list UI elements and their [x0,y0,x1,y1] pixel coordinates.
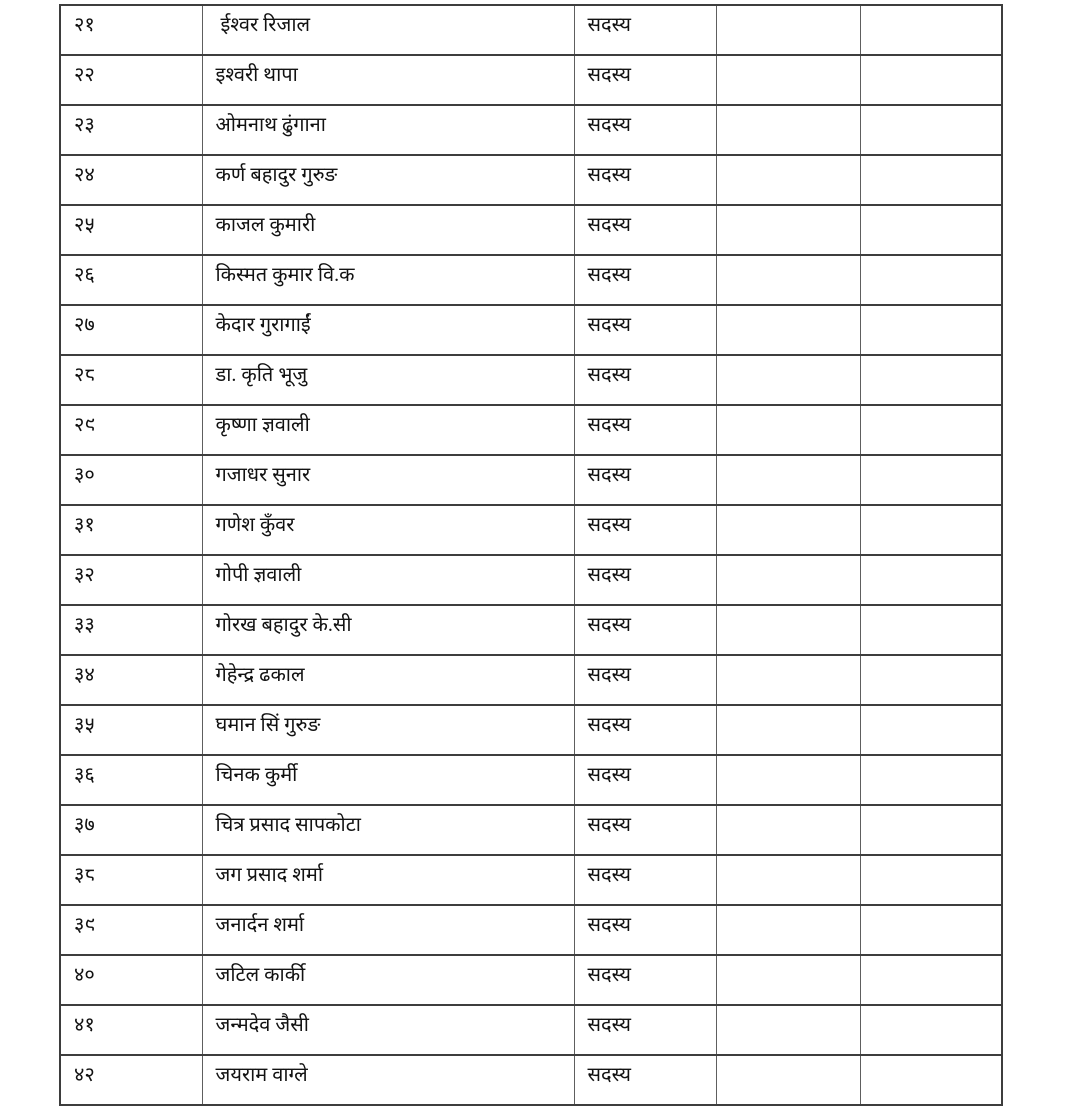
position-cell: सदस्य [574,1055,716,1105]
blank-cell-2 [860,205,1002,255]
table-row [60,205,1002,255]
position-cell: सदस्य [574,305,716,355]
member-name-cell: गोपी ज्ञवाली [202,555,574,605]
member-name-cell: चिनक कुर्मी [202,755,574,805]
blank-cell-2 [860,5,1002,55]
position-cell: सदस्य [574,655,716,705]
table-row [60,455,1002,505]
blank-cell-2 [860,905,1002,955]
member-name-cell: गजाधर सुनार [202,455,574,505]
members-table [59,4,1003,1106]
serial-number-cell: २६ [60,255,202,305]
member-name-cell: केदार गुरागाईं [202,305,574,355]
serial-number-cell: ३७ [60,805,202,855]
serial-number-cell: ३८ [60,855,202,905]
blank-cell-1 [716,405,860,455]
member-name-cell: गोरख बहादुर के.सी [202,605,574,655]
position-cell: सदस्य [574,1005,716,1055]
table-row [60,755,1002,805]
serial-number-cell: २२ [60,55,202,105]
serial-number-cell: ४२ [60,1055,202,1105]
position-cell: सदस्य [574,905,716,955]
position-cell: सदस्य [574,105,716,155]
position-cell: सदस्य [574,355,716,405]
serial-number-cell: २४ [60,155,202,205]
serial-number-cell: ३२ [60,555,202,605]
position-cell: सदस्य [574,155,716,205]
blank-cell-2 [860,355,1002,405]
table-row [60,255,1002,305]
serial-number-cell: २७ [60,305,202,355]
blank-cell-1 [716,5,860,55]
member-name-cell: जयराम वाग्ले [202,1055,574,1105]
serial-number-cell: ३३ [60,605,202,655]
member-name-cell: किस्मत कुमार वि.क [202,255,574,305]
blank-cell-1 [716,255,860,305]
member-name-cell: गेहेन्द्र ढकाल [202,655,574,705]
blank-cell-1 [716,455,860,505]
table-row [60,805,1002,855]
position-cell: सदस्य [574,955,716,1005]
member-name-cell: गणेश कुँवर [202,505,574,555]
table-row [60,705,1002,755]
table-row [60,655,1002,705]
member-name-cell: घमान सिं गुरुङ [202,705,574,755]
blank-cell-1 [716,905,860,955]
blank-cell-1 [716,305,860,355]
blank-cell-1 [716,1055,860,1105]
position-cell: सदस्य [574,255,716,305]
blank-cell-1 [716,505,860,555]
table-row [60,105,1002,155]
blank-cell-2 [860,555,1002,605]
table-row [60,5,1002,55]
blank-cell-2 [860,305,1002,355]
position-cell: सदस्य [574,805,716,855]
blank-cell-2 [860,405,1002,455]
member-name-cell: इश्वरी थापा [202,55,574,105]
member-name-cell: जटिल कार्की [202,955,574,1005]
member-name-cell: जनार्दन शर्मा [202,905,574,955]
serial-number-cell: ३९ [60,905,202,955]
table-row [60,555,1002,605]
table-row [60,305,1002,355]
member-name-cell: ईश्वर रिजाल [202,5,574,55]
member-name-cell: चित्र प्रसाद सापकोटा [202,805,574,855]
blank-cell-1 [716,155,860,205]
blank-cell-2 [860,805,1002,855]
blank-cell-2 [860,155,1002,205]
table-row [60,1005,1002,1055]
blank-cell-1 [716,555,860,605]
blank-cell-2 [860,705,1002,755]
blank-cell-2 [860,505,1002,555]
position-cell: सदस्य [574,455,716,505]
position-cell: सदस्य [574,555,716,605]
table-row [60,605,1002,655]
blank-cell-1 [716,355,860,405]
table-row [60,355,1002,405]
serial-number-cell: २५ [60,205,202,255]
member-name-cell: काजल कुमारी [202,205,574,255]
position-cell: सदस्य [574,855,716,905]
position-cell: सदस्य [574,505,716,555]
serial-number-cell: ४० [60,955,202,1005]
table-row [60,155,1002,205]
table-row [60,855,1002,905]
serial-number-cell: २८ [60,355,202,405]
table-row [60,405,1002,455]
table-row [60,905,1002,955]
blank-cell-2 [860,105,1002,155]
blank-cell-1 [716,105,860,155]
blank-cell-1 [716,705,860,755]
blank-cell-1 [716,605,860,655]
position-cell: सदस्य [574,705,716,755]
blank-cell-1 [716,1005,860,1055]
position-cell: सदस्य [574,405,716,455]
blank-cell-1 [716,955,860,1005]
blank-cell-2 [860,1055,1002,1105]
serial-number-cell: ३४ [60,655,202,705]
serial-number-cell: ४१ [60,1005,202,1055]
position-cell: सदस्य [574,755,716,805]
serial-number-cell: ३६ [60,755,202,805]
member-name-cell: जन्मदेव जैसी [202,1005,574,1055]
table-row [60,505,1002,555]
blank-cell-2 [860,605,1002,655]
member-name-cell: डा. कृति भूजु [202,355,574,405]
position-cell: सदस्य [574,605,716,655]
blank-cell-1 [716,55,860,105]
blank-cell-2 [860,655,1002,705]
position-cell: सदस्य [574,205,716,255]
blank-cell-1 [716,855,860,905]
position-cell: सदस्य [574,5,716,55]
member-name-cell: जग प्रसाद शर्मा [202,855,574,905]
serial-number-cell: २१ [60,5,202,55]
serial-number-cell: ३१ [60,505,202,555]
table-row [60,55,1002,105]
blank-cell-2 [860,455,1002,505]
member-name-cell: कर्ण बहादुर गुरुङ [202,155,574,205]
blank-cell-1 [716,755,860,805]
blank-cell-2 [860,55,1002,105]
blank-cell-2 [860,955,1002,1005]
position-cell: सदस्य [574,55,716,105]
serial-number-cell: ३० [60,455,202,505]
table-row [60,955,1002,1005]
blank-cell-1 [716,205,860,255]
blank-cell-2 [860,1005,1002,1055]
blank-cell-1 [716,805,860,855]
serial-number-cell: ३५ [60,705,202,755]
serial-number-cell: २९ [60,405,202,455]
table-row [60,1055,1002,1105]
serial-number-cell: २३ [60,105,202,155]
blank-cell-2 [860,255,1002,305]
blank-cell-1 [716,655,860,705]
member-name-cell: कृष्णा ज्ञवाली [202,405,574,455]
member-name-cell: ओमनाथ ढुंगाना [202,105,574,155]
blank-cell-2 [860,755,1002,805]
blank-cell-2 [860,855,1002,905]
